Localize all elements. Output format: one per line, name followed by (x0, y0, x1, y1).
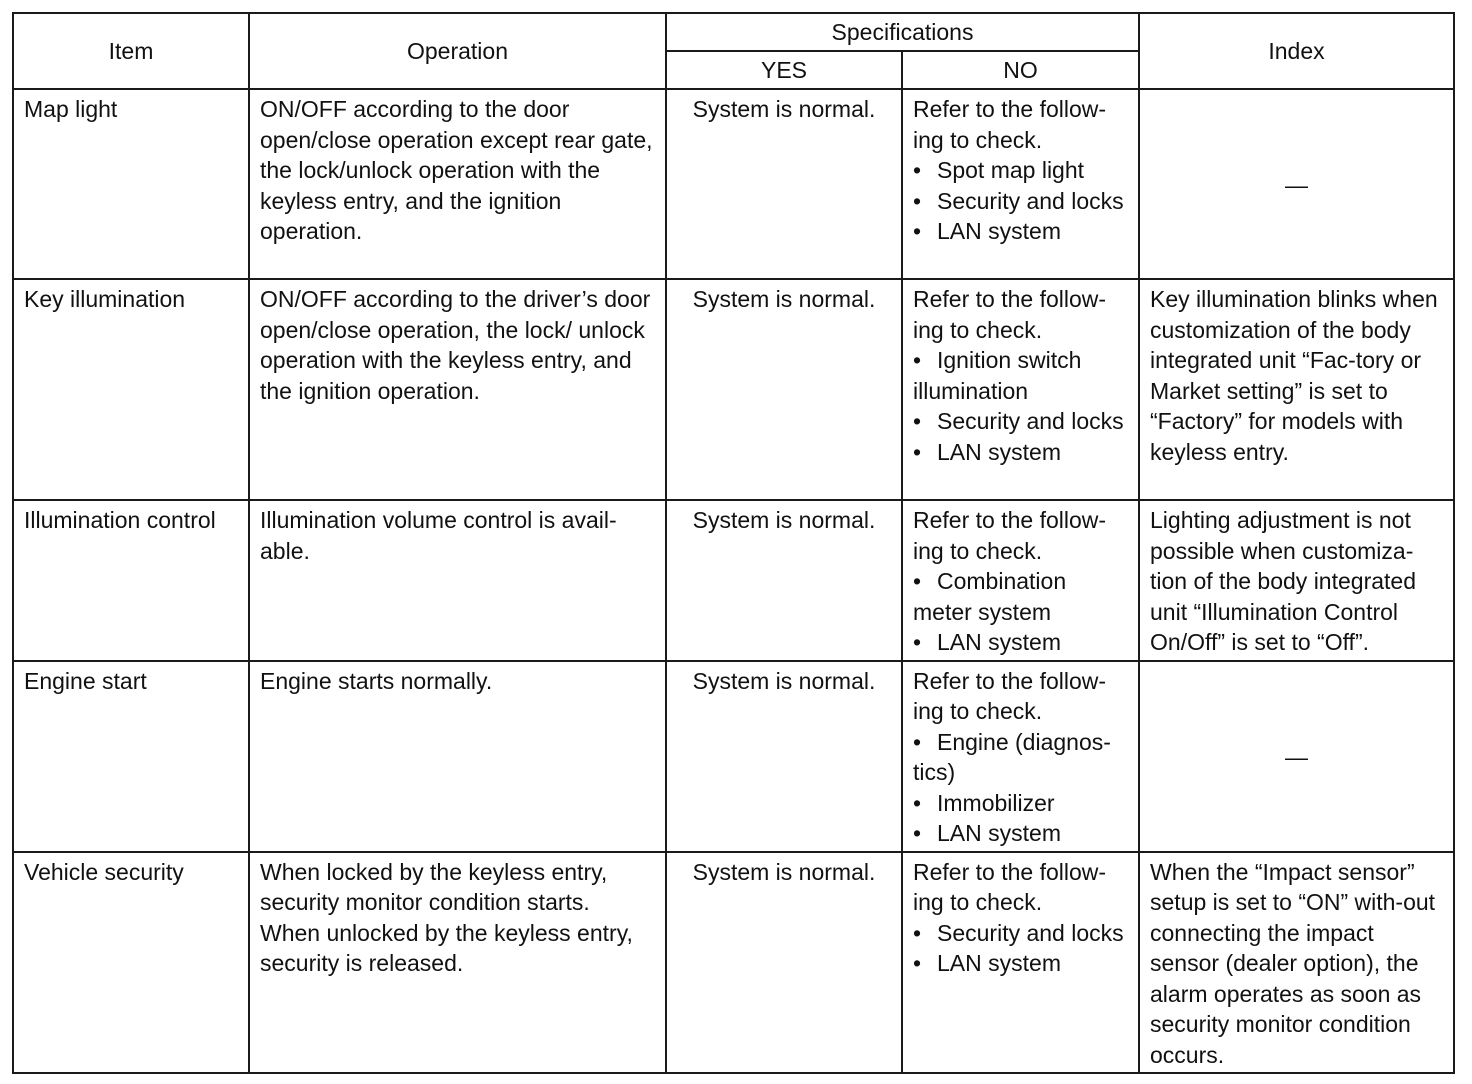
bullet-icon: • (913, 347, 922, 373)
no-bullet: • LAN system (913, 437, 1128, 468)
cell-operation: ON/OFF according to the door open/close operation except rear gate, the lock/unlock operation with the keyless entry, and the ignition operation. (249, 89, 666, 279)
header-yes: YES (666, 51, 902, 89)
table-row (13, 89, 1454, 279)
cell-item: Illumination control (13, 500, 249, 661)
table-row (13, 279, 1454, 500)
cell-yes: System is normal. (666, 852, 902, 1074)
cell-operation: When locked by the keyless entry, security monitor condition starts. When unlocked by the keyless entry, security is released. (249, 852, 666, 1074)
cell-operation: Illumination volume control is avail-able. (249, 500, 666, 661)
header-no: NO (902, 51, 1139, 89)
header-index: Index (1139, 13, 1454, 89)
bullet-icon: • (913, 157, 922, 183)
cell-index: — (1139, 89, 1454, 279)
cell-yes: System is normal. (666, 661, 902, 852)
cell-index: — (1139, 661, 1454, 852)
no-bullet: • Security and locks (913, 186, 1128, 217)
bullet-icon: • (913, 187, 922, 214)
no-bullet: • Engine (diagnos-tics) (913, 728, 1111, 785)
table-row (13, 500, 1454, 661)
cell-no (902, 279, 1139, 500)
table-row (13, 852, 1454, 1074)
no-bullet: • LAN system (913, 948, 1128, 979)
bullet-icon: • (913, 728, 922, 755)
table-row (13, 661, 1454, 852)
cell-yes: System is normal. (666, 500, 902, 661)
cell-no (902, 89, 1139, 279)
cell-no (902, 852, 1139, 1074)
header-operation: Operation (249, 13, 666, 89)
header-item: Item (13, 13, 249, 89)
bullet-icon: • (913, 950, 922, 976)
bullet-icon: • (913, 820, 922, 846)
no-bullet: • Security and locks (913, 406, 1128, 437)
cell-operation: Engine starts normally. (249, 661, 666, 852)
no-bullet: • Combination meter system (913, 568, 1067, 625)
no-bullet: • LAN system (913, 627, 1128, 658)
cell-yes: System is normal. (666, 89, 902, 279)
no-bullet: • Spot map light (913, 155, 1128, 186)
cell-index: When the “Impact sensor” setup is set to “ON” with-out connecting the impact sensor (dealer option), the alarm operates as soon as security monitor condition occurs. (1139, 852, 1454, 1074)
no-bullet: • LAN system (913, 216, 1128, 247)
cell-index: Lighting adjustment is not possible when customiza-tion of the body integrated unit “Illumination Control On/Off” is set to “Off”. (1139, 500, 1454, 661)
cell-no (902, 500, 1139, 661)
no-intro: Refer to the follow-ing to check. (913, 286, 1107, 343)
bullet-icon: • (913, 218, 922, 244)
bullet-icon: • (913, 438, 922, 465)
cell-no (902, 661, 1139, 852)
bullet-icon: • (913, 629, 922, 655)
no-bullet: • Immobilizer (913, 788, 1128, 819)
header-specifications: Specifications (666, 13, 1139, 51)
bullet-icon: • (913, 408, 922, 434)
cell-operation: ON/OFF according to the driver’s door open/close operation, the lock/ unlock operation with the keyless entry, and the ignition operation. (249, 279, 666, 500)
bullet-icon: • (913, 919, 922, 946)
no-bullet: • LAN system (913, 818, 1128, 849)
cell-item: Map light (13, 89, 249, 279)
no-intro: Refer to the follow-ing to check. (913, 858, 1107, 915)
no-intro: Refer to the follow-ing to check. (913, 96, 1107, 153)
bullet-icon: • (913, 568, 922, 594)
bullet-icon: • (913, 789, 922, 816)
no-intro: Refer to the follow-ing to check. (913, 507, 1107, 564)
cell-item: Engine start (13, 661, 249, 852)
no-bullet: • Security and locks (913, 918, 1128, 949)
no-intro: Refer to the follow-ing to check. (913, 667, 1107, 724)
cell-index: Key illumination blinks when customization of the body integrated unit “Fac-tory or Market setting” is set to “Factory” for models with keyless entry. (1139, 279, 1454, 500)
no-bullet: • Ignition switch illumination (913, 347, 1082, 404)
specification-table (12, 12, 1455, 1074)
cell-yes: System is normal. (666, 279, 902, 500)
cell-item: Vehicle security (13, 852, 249, 1074)
cell-item: Key illumination (13, 279, 249, 500)
